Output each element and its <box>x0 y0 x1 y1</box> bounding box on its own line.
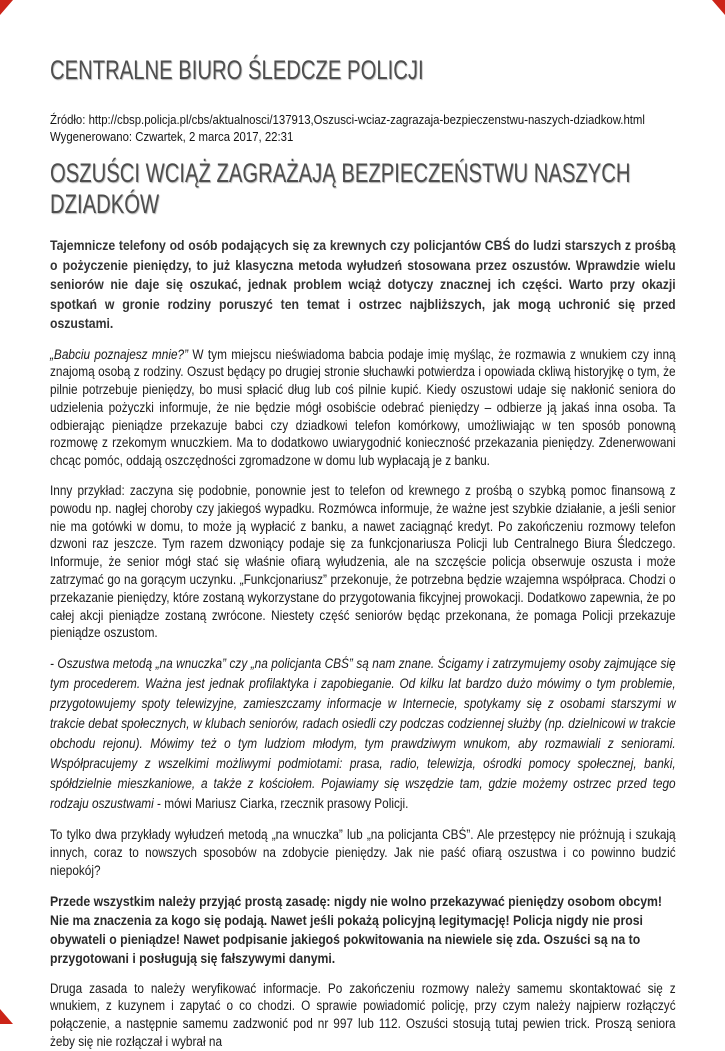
babciu-quote-italic: „Babciu poznajesz mnie?” <box>50 346 189 362</box>
paragraph-to-tylko: To tylko dwa przykłady wyłudzeń metodą „na wnuczka” lub „na policjanta CBŚ”. Ale przestępcy nie próżnują i szukają innych, coraz to nowszych sposobów na zdobycie pieniędzy. Jak nie paść ofiarą oszustwa i co powinno budzić niepokój? <box>50 827 676 878</box>
paragraph-babciu <box>50 346 676 471</box>
article-title-line-2: DZIADKÓW <box>50 189 160 219</box>
babciu-paragraph-text: W tym miejscu nieświadoma babcia podaje imię myśląc, że rozmawia z wnukiem czy inną znajomą osobą z rodziny. Oszust będący po drugiej stronie słuchawki potwierdza i opowiada ckliwą historyjkę o tym, że pilnie potrzebuje pieniędzy, bo musi spłacić dług lub coś pilnie kupić. Kiedy oszustowi udaje się nakłonić seniora do udzielenia pożyczki informuje, że nie będzie mógł osobiście odebrać pieniędzy – odbierze ją jakaś inna osoba. Ta odbierając pieniądze przekazuje babci czy dziadkowi telefon komórkowy, umożliwiając w ten sposób ponowną rozmowę z rzekomym wnuczkiem. Ma to dodatkowo uwiarygodnić konieczność przekazania pieniędzy. Zdenerwowani chcąc pomóc, oddają oszczędności zgromadzone w domu lub wypłacają je z banku. <box>50 346 676 469</box>
lead-paragraph: Tajemnicze telefony od osób podających się za krewnych czy policjantów CBŚ do ludzi starszych z prośbą o pożyczenie pieniędzy, to już klasyczna metoda wyłudzeń stosowana przez oszustów. Wprawdzie wielu seniorów nie daje się oszukać, jednak problem wciąż dotyczy znacznej ich części. Warto przy okazji spotkań w gronie rodziny poruszyć ten temat i ostrzec najbliższych, jak mogą uchronić się przed oszustami. <box>50 237 676 331</box>
site-title-text: CENTRALNE BIURO ŚLEDCZE POLICJI <box>50 55 424 85</box>
paragraph-rule-two: Druga zasada to należy weryfikować informacje. Po zakończeniu rozmowy należy samemu skontaktować się z wnukiem, z kuzynem i zapytać o co chodzi. O sprawie powiadomić policję, przy czym należy najpierw rozłączyć połączenie, a następnie samemu zadzwonić pod nr 997 lub 112. Oszuści stosują tutaj pewien trick. Proszą seniora żeby się nie rozłączał i wybrał na <box>50 980 676 1050</box>
paragraph-inny-przyklad: Inny przykład: zaczyna się podobnie, ponownie jest to telefon od krewnego z prośbą o szybką pomoc finansową z powodu np. nagłej choroby czy jakiegoś wypadku. Rozmówca informuje, że ważne jest szybkie działanie, a jeśli senior nie ma gotówki w domu, to może ją wypłacić z banku, a nawet zaciągnąć kredyt. Po zakończeniu rozmowy telefon dzwoni raz jeszcze. Tym razem dzwoniący podaje się za funkcjonariusza Policji lub Centralnego Biura Śledczego. Informuje, że senior mógł stać się właśnie ofiarą wyłudzenia, ale na szczęście policja obserwuje oszusta i może zatrzymać go na gorącym uczynku. „Funkcjonariusz” przekonuje, że potrzebna będzie wzajemna współpraca. Chodzi o przekazanie pieniędzy, które zostaną wykorzystane do przygotowania fikcyjnej prowokacji. Dodatkowo zapewnia, że po całej akcji pieniądze zostaną zwrócone. Niestety część seniorów będąc przekonana, że pomaga Policji przekazuje pieniądze oszustom. <box>50 483 676 641</box>
source-line: Źródło: http://cbsp.policja.pl/cbs/aktualnosci/137913,Oszusci-wciaz-zagrazaja-bezpieczenstwu-naszych-dziadkow.html <box>50 112 645 127</box>
spokesman-quote-attribution: - mówi Mariusz Ciarka, rzecznik prasowy Policji. <box>153 796 409 812</box>
article-title-line-1: OSZUŚCI WCIĄŻ ZAGRAŻAJĄ BEZPIECZEŃSTWU NASZYCH <box>50 158 631 188</box>
site-title <box>50 54 676 87</box>
generated-line: Wygenerowano: Czwartek, 2 marca 2017, 22:31 <box>50 129 294 144</box>
article <box>50 158 676 1051</box>
spokesman-quote-italic: - Oszustwa metodą „na wnuczka” czy „na policjanta CBŚ” są nam znane. Ścigamy i zatrzymujemy osoby zajmujące się tym procederem. Ważna jest jednak profilaktyka i zapobieganie. Od kilku lat bardzo dużo mówimy o tym problemie, przygotowujemy spoty telewizyjne, zamieszczamy informacje w Internecie, spotykamy się z osobami starszymi w trakcie debat społecznych, w klubach seniorów, radach osiedli czy podczas codziennej służby (np. dzielnicowi w trakcie obchodu rejonu). Mówimy też o tym ludziom młodym, tym prawdziwym wnukom, aby rozmawiali z seniorami. Współpracujemy z wszelkimi możliwymi podmiotami: prasa, radio, telewizja, ośrodki pomocy społecznej, banki, spółdzielnie mieszkaniowe, a także z kościołem. Pojawiamy się wszędzie tam, gdzie możemy ostrzec przed tego rodzaju oszustwami <box>50 656 676 812</box>
page-header <box>50 54 676 145</box>
document-meta <box>50 111 676 145</box>
paragraph-spokesman-quote <box>50 654 676 814</box>
article-title <box>50 158 676 220</box>
paragraph-rule-one: Przede wszystkim należy przyjąć prostą zasadę: nigdy nie wolno przekazywać pieniędzy osobom obcym! Nie ma znaczenia za kogo się podają. Nawet jeśli pokażą policyjną legitymację! Policja nigdy nie prosi obywateli o pieniądze! Nawet podpisanie jakiegoś pokwitowania na niewiele się zda. Oszuści są na to przygotowani i posługują się fałszywymi danymi. <box>50 892 663 966</box>
